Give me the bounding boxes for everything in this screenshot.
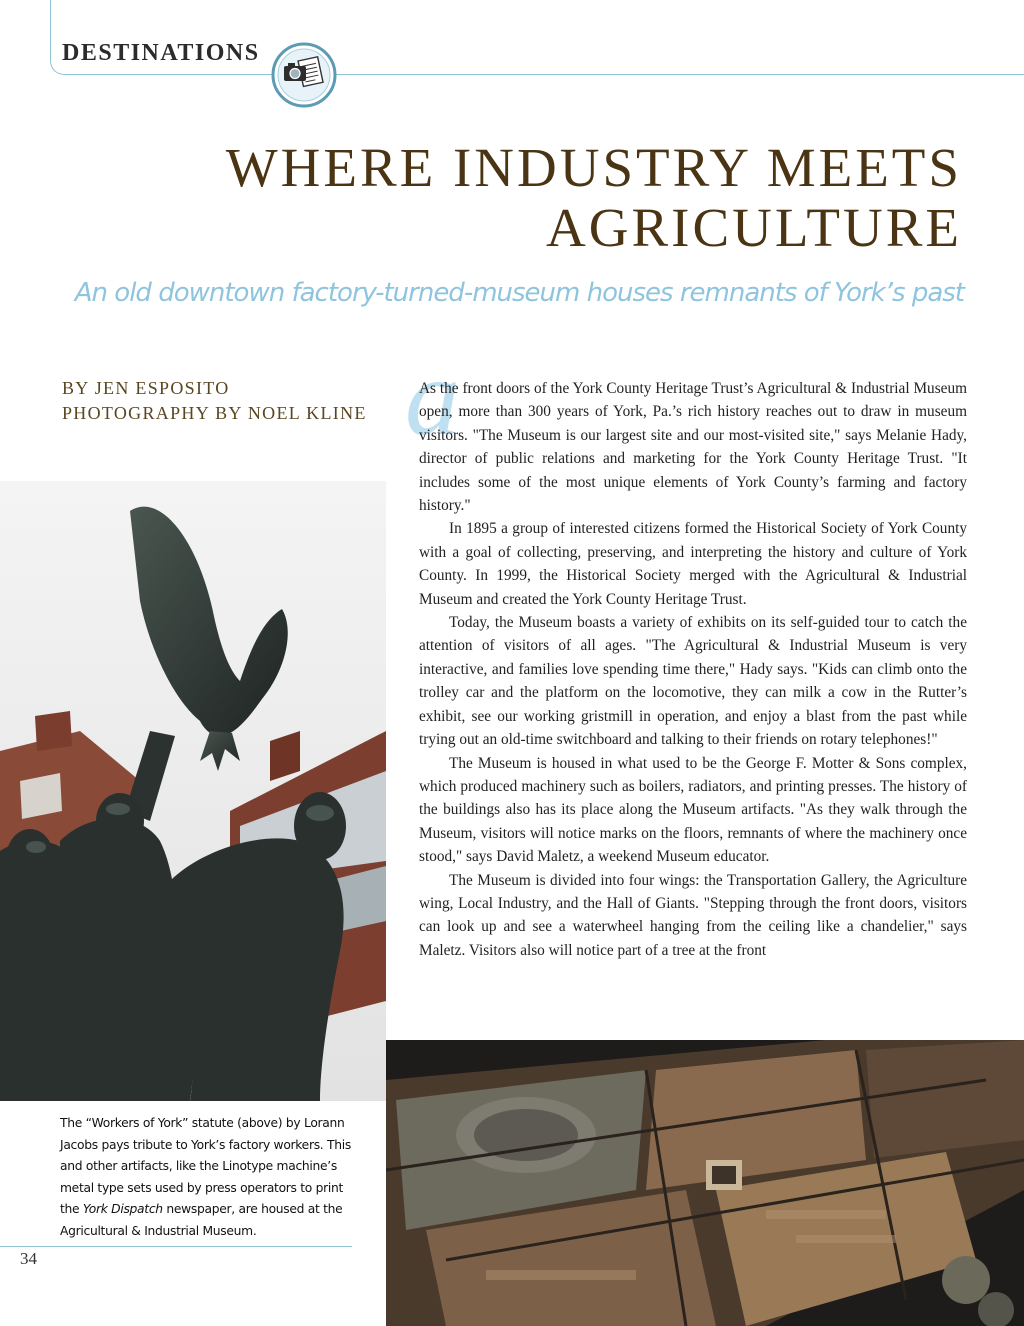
article-title bbox=[202, 138, 962, 258]
section-label: DESTINATIONS bbox=[62, 40, 260, 66]
byline bbox=[62, 376, 367, 426]
caption-publication-name: York Dispatch bbox=[82, 1202, 163, 1216]
article-paragraph-2: In 1895 a group of interested citizens formed the Historical Society of York County with a goal of collecting, preserving, and interpreting the history and culture of York County. In 1999, the Historical Society merged with the Agricultural & Industrial Museum and created the York County Heritage Trust. bbox=[419, 520, 967, 608]
byline-photography: PHOTOGRAPHY BY NOEL KLINE bbox=[62, 403, 367, 423]
article-paragraph-4: The Museum is housed in what used to be the George F. Motter & Sons complex, which produced machinery such as boilers, radiators, and printing presses. The history of the buildings also has its place along the Museum artifacts. "As they walk through the Museum, visitors will notice marks on the floors, remnants of where the machinery once stood," says David Maletz, a weekend Museum educator. bbox=[419, 754, 967, 866]
article-title-line-2: AGRICULTURE bbox=[546, 197, 962, 258]
article-subtitle: An old downtown factory-turned-museum houses remnants of York’s past bbox=[74, 278, 964, 308]
article-body bbox=[419, 377, 967, 962]
workers-of-york-statue-photo bbox=[0, 481, 386, 1101]
article-paragraph-3: Today, the Museum boasts a variety of exhibits on its self-guided tour to catch the attention of visitors of all ages. "The Agricultural & Industrial Museum is very interactive, and families love spending time there," Hady says. "Kids can climb onto the trolley car and the platform on the locomotive, they can milk a cow in the Rutter’s exhibit, see our working gristmill in operation, and enjoy a blast from the past while trying out an old-time switchboard and talking to their friends on rotary telephones!" bbox=[419, 614, 967, 749]
article-title-line-1: WHERE INDUSTRY MEETS bbox=[225, 137, 962, 198]
article-paragraph-5: The Museum is divided into four wings: the Transportation Gallery, the Agriculture wing, Local Industry, and the Hall of Giants. "Stepping through the front doors, visitors can look up and see a waterwheel hanging from the ceiling like a chandelier," says Maletz. Visitors also will notice part of a tree at the front bbox=[419, 871, 967, 959]
drop-cap: a bbox=[405, 336, 460, 458]
caption-text-1: The “Workers of York” statute (above) by Lorann Jacobs pays tribute to York’s factory workers. This and other artifacts, like the Linotype machine’s metal type sets used by press operators to print the bbox=[60, 1116, 351, 1216]
caption-text-2: newspaper, are housed at the Agricultural & Industrial Museum. bbox=[60, 1202, 343, 1238]
camera-and-notepad-icon bbox=[271, 42, 337, 108]
page-number-rule bbox=[0, 1246, 352, 1247]
byline-author: BY JEN ESPOSITO bbox=[62, 378, 230, 398]
page-number: 34 bbox=[20, 1249, 37, 1268]
linotype-metal-type-photo bbox=[386, 1040, 1024, 1326]
photo-caption bbox=[60, 1113, 352, 1242]
article-paragraph-1: As the front doors of the York County Heritage Trust’s Agricultural & Industrial Museum open, more than 300 years of York, Pa.’s rich history reaches out to draw in museum visitors. "The Museum is our largest site and our most-visited site," says Melanie Hady, director of public relations and marketing for the York County Heritage Trust. "It includes some of the most unique elements of York County’s farming and factory history." bbox=[419, 380, 967, 515]
